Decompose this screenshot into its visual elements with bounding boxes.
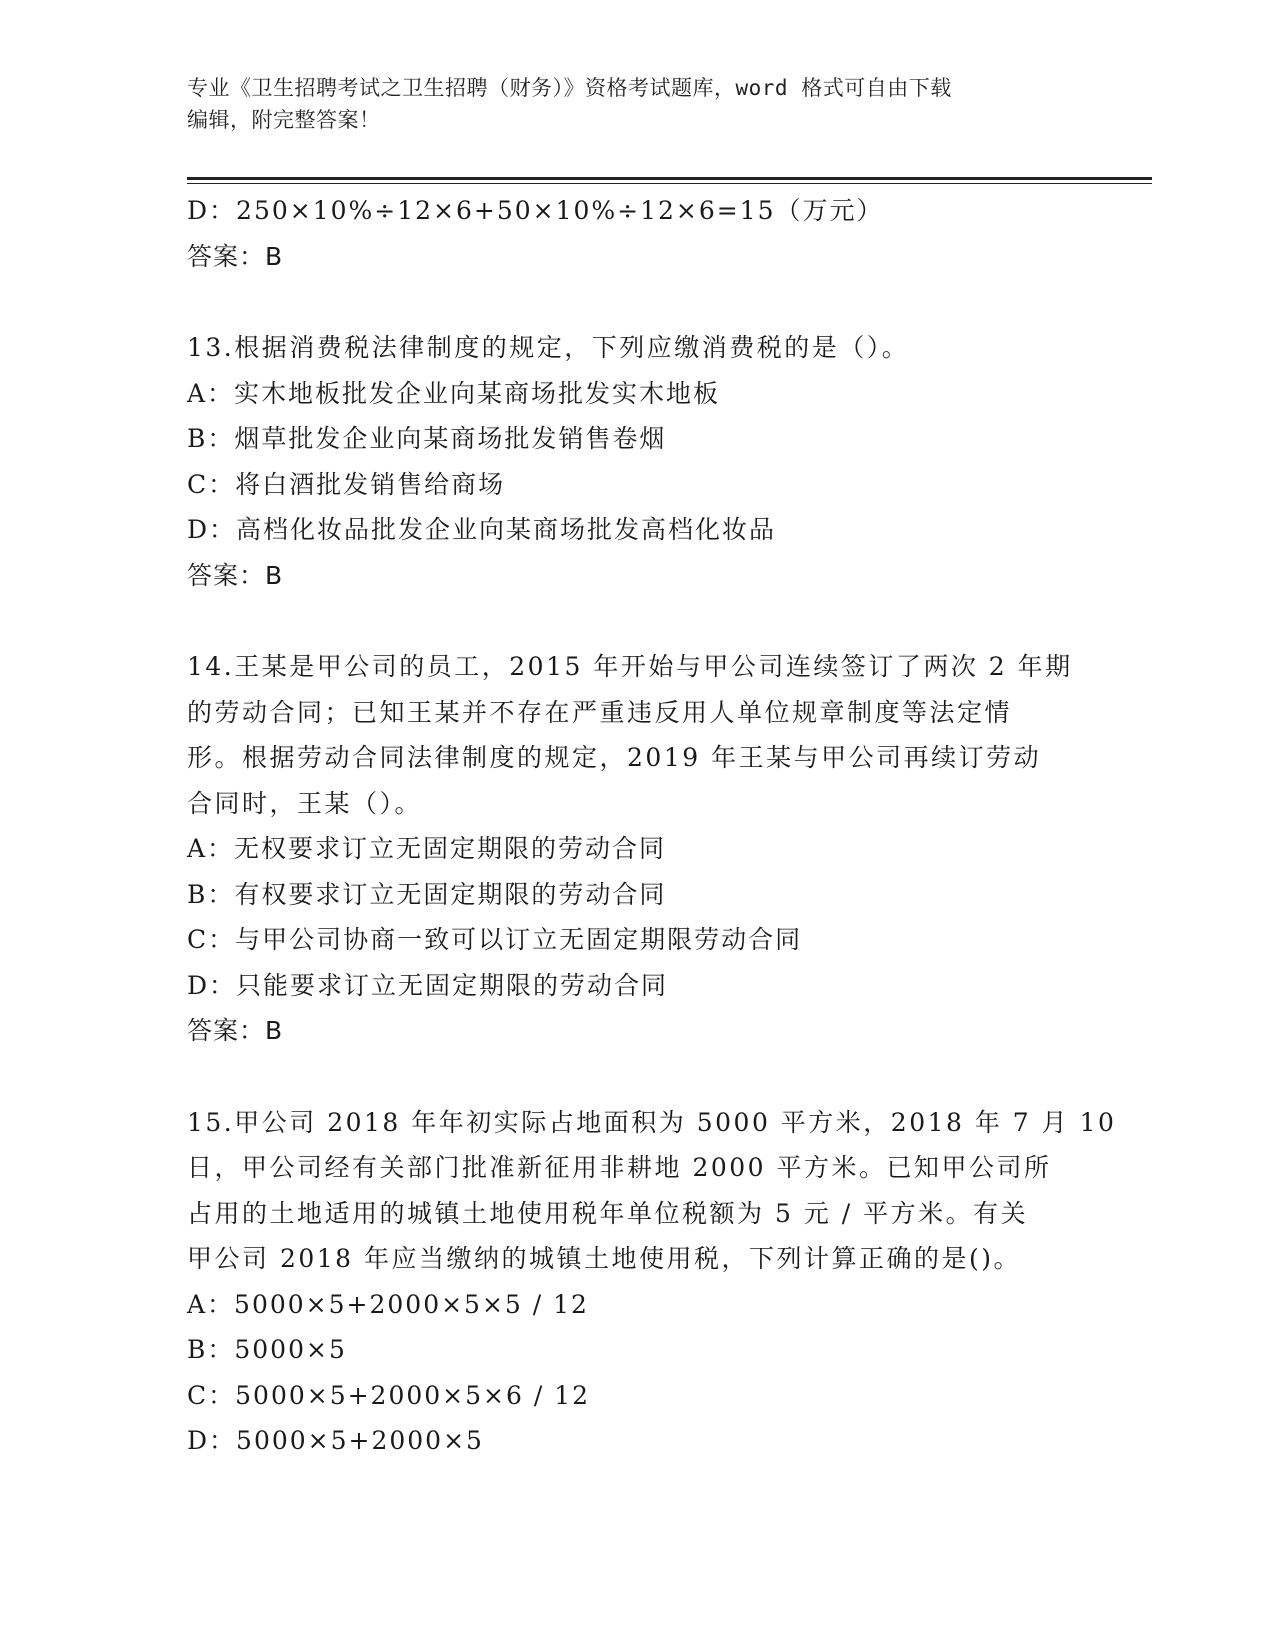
option-c: C：将白酒批发销售给商场: [187, 469, 506, 499]
question-stem: 14.王某是甲公司的员工，2015 年开始与甲公司连续签订了两次 2 年期: [187, 652, 1073, 681]
option-d: D：250×10%÷12×6+50×10%÷12×6=15（万元）: [187, 196, 884, 225]
question-stem: 占用的土地适用的城镇土地使用税年单位税额为 5 元 / 平方米。有关: [187, 1198, 1029, 1228]
question-stem: 形。根据劳动合同法律制度的规定，2019 年王某与甲公司再续订劳动: [187, 743, 1042, 772]
header-line-1: 专业《卫生招聘考试之卫生招聘（财务）》资格考试题库，word 格式可自由下载: [187, 76, 952, 100]
question-14: [187, 644, 1087, 1054]
option-d: D：高档化妆品批发企业向某商场批发高档化妆品: [187, 515, 777, 544]
question-stem: 13.根据消费税法律制度的规定，下列应缴消费税的是（）。: [187, 333, 910, 362]
header-rule-thick: [187, 177, 1152, 180]
spacer: [187, 1054, 1087, 1100]
question-stem: 15.甲公司 2018 年年初实际占地面积为 5000 平方米，2018 年 7 月 10: [187, 1107, 1117, 1137]
option-b: B：5000×5: [187, 1335, 347, 1364]
question-15: [187, 1100, 1117, 1464]
question-stem: 甲公司 2018 年应当缴纳的城镇土地使用税，下列计算正确的是()。: [187, 1244, 1022, 1273]
option-b: B：烟草批发企业向某商场批发销售卷烟: [187, 424, 667, 453]
option-a: A：实木地板批发企业向某商场批发实木地板: [187, 378, 721, 408]
question-stem: 日，甲公司经有关部门批准新征用非耕地 2000 平方米。已知甲公司所: [187, 1153, 1052, 1182]
answer-line: 答案：B: [187, 241, 284, 271]
spacer: [187, 279, 1087, 325]
option-a: A：5000×5+2000×5×5 / 12: [187, 1289, 589, 1319]
document-header: [187, 72, 1087, 136]
answer-line: 答案：B: [187, 1016, 284, 1045]
previous-question-tail: [187, 188, 1087, 279]
header-rule-thin: [187, 183, 1152, 184]
spacer: [187, 598, 1087, 644]
question-stem: 合同时，王某（）。: [187, 788, 423, 818]
option-b: B：有权要求订立无固定期限的劳动合同: [187, 879, 667, 909]
header-line-2: 编辑，附完整答案！: [187, 108, 381, 132]
option-d: D：5000×5+2000×5: [187, 1426, 484, 1455]
question-13: [187, 325, 1087, 598]
answer-line: 答案：B: [187, 560, 284, 590]
option-c: C：与甲公司协商一致可以订立无固定期限劳动合同: [187, 925, 803, 954]
option-d: D：只能要求订立无固定期限的劳动合同: [187, 970, 669, 1000]
option-a: A：无权要求订立无固定期限的劳动合同: [187, 834, 667, 863]
question-content: [187, 188, 1117, 1464]
question-stem: 的劳动合同；已知王某并不存在严重违反用人单位规章制度等法定情: [187, 697, 1013, 727]
option-c: C：5000×5+2000×5×6 / 12: [187, 1380, 591, 1410]
